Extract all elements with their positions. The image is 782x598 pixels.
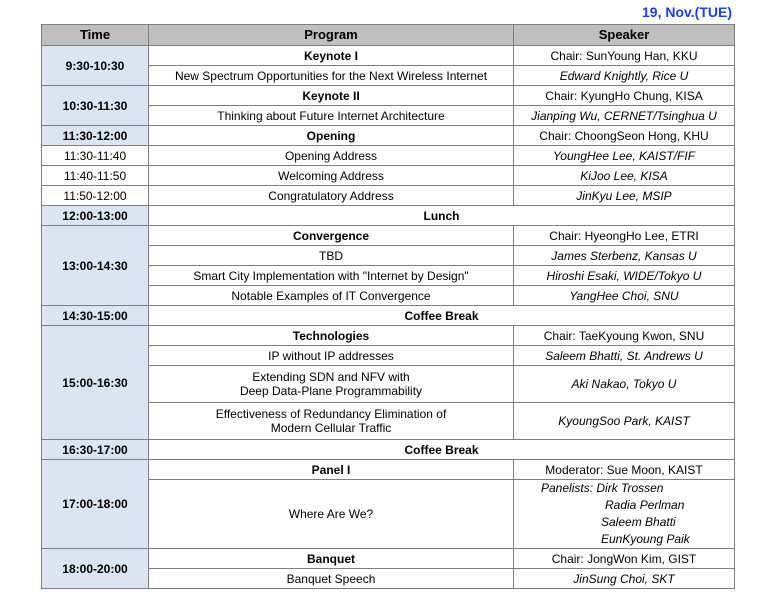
- panelists-list: [514, 480, 735, 549]
- break-label: Coffee Break: [149, 306, 735, 326]
- session-moderator: Moderator: Sue Moon, KAIST: [514, 460, 735, 480]
- speaker-name: KyoungSoo Park, KAIST: [514, 403, 735, 440]
- time-cell: 14:30-15:00: [42, 306, 149, 326]
- table-row: [42, 306, 735, 326]
- session-title: Panel I: [149, 460, 514, 480]
- talk-title-line: Effectiveness of Redundancy Elimination of: [215, 407, 447, 421]
- session-chair: Chair: HyeongHo Lee, ETRI: [514, 226, 735, 246]
- table-row: [42, 86, 735, 106]
- panelist-name: Saleem Bhatti: [601, 515, 676, 529]
- speaker-name: James Sterbenz, Kansas U: [514, 246, 735, 266]
- time-cell: 17:00-18:00: [42, 460, 149, 549]
- table-row: [42, 460, 735, 480]
- talk-title: New Spectrum Opportunities for the Next Wireless Internet: [149, 66, 514, 86]
- break-label: Coffee Break: [149, 440, 735, 460]
- session-title: Opening: [149, 126, 514, 146]
- speaker-header: Speaker: [514, 25, 735, 46]
- time-cell: 16:30-17:00: [42, 440, 149, 460]
- time-cell: 11:40-11:50: [42, 166, 149, 186]
- session-chair: Chair: ChoongSeon Hong, KHU: [514, 126, 735, 146]
- talk-title-line: Modern Cellular Traffic: [270, 421, 392, 435]
- schedule-table: [41, 24, 735, 589]
- time-cell: 9:30-10:30: [42, 46, 149, 86]
- talk-title: Banquet Speech: [149, 569, 514, 589]
- speaker-name: JinSung Choi, SKT: [514, 569, 735, 589]
- speaker-name: Edward Knightly, Rice U: [514, 66, 735, 86]
- break-label: Lunch: [149, 206, 735, 226]
- talk-title: Opening Address: [149, 146, 514, 166]
- table-row: [42, 146, 735, 166]
- time-cell: 15:00-16:30: [42, 326, 149, 440]
- table-row: [42, 440, 735, 460]
- talk-title: [149, 403, 514, 440]
- panelist-name: Panelists: Dirk Trossen: [541, 481, 664, 495]
- talk-title: [149, 366, 514, 403]
- talk-title-line: Extending SDN and NFV with: [252, 370, 410, 384]
- time-cell: 11:30-11:40: [42, 146, 149, 166]
- speaker-name: KiJoo Lee, KISA: [514, 166, 735, 186]
- header-row: [42, 25, 735, 46]
- table-row: [42, 226, 735, 246]
- time-cell: 11:50-12:00: [42, 186, 149, 206]
- time-cell: 11:30-12:00: [42, 126, 149, 146]
- table-row: [42, 326, 735, 346]
- table-row: [42, 549, 735, 569]
- talk-title: Welcoming Address: [149, 166, 514, 186]
- talk-title: Smart City Implementation with "Internet by Design": [149, 266, 514, 286]
- talk-title: Notable Examples of IT Convergence: [149, 286, 514, 306]
- talk-title-line: Deep Data-Plane Programmability: [239, 384, 423, 398]
- time-cell: 18:00-20:00: [42, 549, 149, 589]
- session-chair: Chair: JongWon Kim, GIST: [514, 549, 735, 569]
- panelist-name: Radia Perlman: [605, 498, 685, 512]
- table-row: [42, 166, 735, 186]
- schedule-date: 19, Nov.(TUE): [642, 4, 732, 20]
- talk-title: IP without IP addresses: [149, 346, 514, 366]
- time-cell: 12:00-13:00: [42, 206, 149, 226]
- talk-title: Where Are We?: [149, 480, 514, 549]
- session-title: Technologies: [149, 326, 514, 346]
- talk-title: TBD: [149, 246, 514, 266]
- speaker-name: Saleem Bhatti, St. Andrews U: [514, 346, 735, 366]
- table-row: [42, 186, 735, 206]
- session-chair: Chair: KyungHo Chung, KISA: [514, 86, 735, 106]
- session-chair: Chair: SunYoung Han, KKU: [514, 46, 735, 66]
- session-title: Keynote II: [149, 86, 514, 106]
- table-row: [42, 46, 735, 66]
- talk-title: Congratulatory Address: [149, 186, 514, 206]
- session-title: Keynote I: [149, 46, 514, 66]
- speaker-name: Jianping Wu, CERNET/Tsinghua U: [514, 106, 735, 126]
- speaker-name: Hiroshi Esaki, WIDE/Tokyo U: [514, 266, 735, 286]
- speaker-name: YoungHee Lee, KAIST/FIF: [514, 146, 735, 166]
- speaker-name: YangHee Choi, SNU: [514, 286, 735, 306]
- panelist-name: EunKyoung Paik: [601, 532, 690, 546]
- time-cell: 13:00-14:30: [42, 226, 149, 306]
- talk-title: Thinking about Future Internet Architecture: [149, 106, 514, 126]
- speaker-name: Aki Nakao, Tokyo U: [514, 366, 735, 403]
- session-title: Banquet: [149, 549, 514, 569]
- session-title: Convergence: [149, 226, 514, 246]
- table-row: [42, 206, 735, 226]
- time-cell: 10:30-11:30: [42, 86, 149, 126]
- time-header: Time: [42, 25, 149, 46]
- session-chair: Chair: TaeKyoung Kwon, SNU: [514, 326, 735, 346]
- program-header: Program: [149, 25, 514, 46]
- speaker-name: JinKyu Lee, MSIP: [514, 186, 735, 206]
- table-row: [42, 126, 735, 146]
